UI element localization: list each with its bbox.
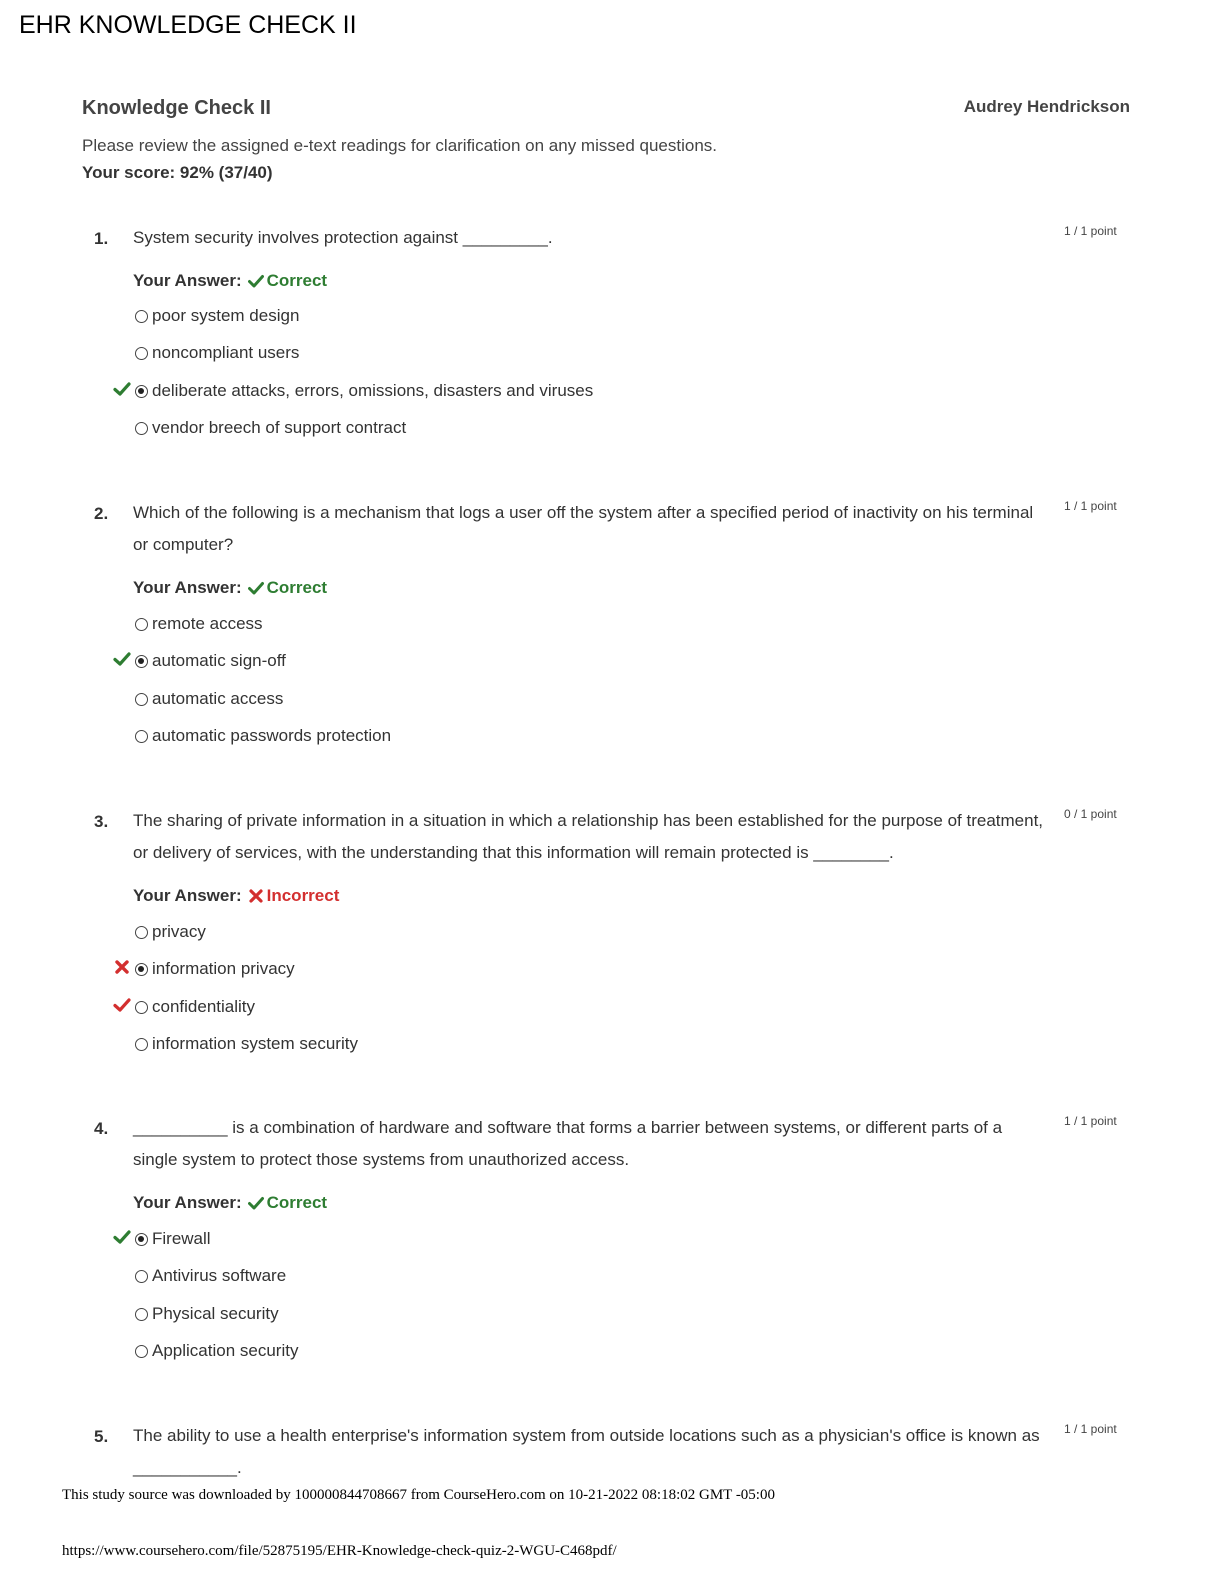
question-text: Which of the following is a mechanism that logs a user off the system after a specified period of inactivity on his terminal or computer?: [133, 503, 1034, 554]
radio-button-selected[interactable]: [135, 963, 148, 976]
option-label: remote access: [152, 614, 263, 633]
answer-verdict: Incorrect: [266, 886, 340, 905]
green-check-icon: [113, 380, 131, 398]
document-title: EHR KNOWLEDGE CHECK II: [19, 11, 357, 39]
option-label: noncompliant users: [152, 343, 300, 362]
source-url[interactable]: https://www.coursehero.com/file/52875195/EHR-Knowledge-check-quiz-2-WGU-C468pdf/: [62, 1543, 617, 1559]
green-check-icon: [248, 273, 264, 289]
your-answer-label: Your Answer:: [133, 886, 242, 905]
green-check-icon: [248, 580, 264, 596]
question-text: __________ is a combination of hardware and software that forms a barrier between systems, or different parts of a single system to protect those systems from unauthorized access.: [133, 1118, 1003, 1169]
option-label: Application security: [152, 1341, 299, 1360]
answer-option[interactable]: [135, 417, 406, 439]
question-points: 1 / 1 point: [1064, 1114, 1117, 1128]
answer-option[interactable]: [135, 1033, 358, 1055]
radio-button[interactable]: [135, 1270, 148, 1283]
quiz-title: Knowledge Check II: [82, 97, 271, 119]
your-answer-row: [133, 1193, 327, 1213]
your-answer-row: [133, 271, 327, 291]
question-points: 1 / 1 point: [1064, 224, 1117, 238]
answer-option[interactable]: [135, 305, 299, 327]
question-text: The ability to use a health enterprise's information system from outside locations such as a physician's office is known as ___________.: [133, 1426, 1040, 1477]
answer-option[interactable]: [135, 342, 299, 364]
option-label: poor system design: [152, 306, 300, 325]
radio-button[interactable]: [135, 347, 148, 360]
instructions-text: Please review the assigned e-text readings for clarification on any missed questions.: [82, 136, 718, 155]
question-number: 1.: [94, 229, 109, 248]
answer-option[interactable]: [135, 996, 255, 1018]
question-points: 1 / 1 point: [1064, 1422, 1117, 1436]
answer-verdict: Correct: [266, 271, 328, 290]
option-label: privacy: [152, 922, 206, 941]
red-x-icon: [113, 958, 131, 976]
answer-option[interactable]: [135, 688, 283, 710]
student-name: Audrey Hendrickson: [963, 97, 1130, 116]
green-check-icon: [113, 650, 131, 668]
answer-option[interactable]: [135, 921, 206, 943]
question-text: System security involves protection against _________.: [133, 228, 553, 247]
answer-verdict: Correct: [266, 578, 328, 597]
your-answer-label: Your Answer:: [133, 578, 242, 597]
answer-option[interactable]: [135, 1340, 298, 1362]
answer-option[interactable]: [135, 613, 263, 635]
radio-button[interactable]: [135, 310, 148, 323]
answer-option[interactable]: [135, 1265, 286, 1287]
score-summary: Your score: 92% (37/40): [82, 163, 273, 182]
radio-button[interactable]: [135, 422, 148, 435]
question-number: 3.: [94, 812, 109, 831]
question-points: 1 / 1 point: [1064, 499, 1117, 513]
radio-button-selected[interactable]: [135, 385, 148, 398]
option-label: information system security: [152, 1034, 358, 1053]
question-number: 2.: [94, 504, 109, 523]
question-text: The sharing of private information in a situation in which a relationship has been established for the purpose of treatment, or delivery of services, with the understanding that this information will remain protected is ________.: [133, 811, 1044, 862]
your-answer-label: Your Answer:: [133, 1193, 242, 1212]
option-label: information privacy: [152, 959, 295, 978]
radio-button[interactable]: [135, 926, 148, 939]
option-label: Antivirus software: [152, 1266, 287, 1285]
option-label: automatic sign-off: [152, 651, 286, 670]
green-check-icon: [113, 1228, 131, 1246]
answer-option[interactable]: [135, 650, 286, 672]
question-points: 0 / 1 point: [1064, 807, 1117, 821]
answer-option[interactable]: [135, 725, 391, 747]
radio-button[interactable]: [135, 1345, 148, 1358]
radio-button[interactable]: [135, 1308, 148, 1321]
radio-button[interactable]: [135, 1001, 148, 1014]
answer-option[interactable]: [135, 380, 593, 402]
option-label: vendor breech of support contract: [152, 418, 407, 437]
your-answer-row: [133, 578, 327, 598]
radio-button[interactable]: [135, 730, 148, 743]
answer-verdict: Correct: [266, 1193, 328, 1212]
option-label: automatic access: [152, 689, 284, 708]
radio-button-selected[interactable]: [135, 655, 148, 668]
option-label: confidentiality: [152, 997, 256, 1016]
option-label: deliberate attacks, errors, omissions, disasters and viruses: [152, 381, 594, 400]
question-number: 5.: [94, 1427, 109, 1446]
answer-option[interactable]: [135, 958, 295, 980]
question-number: 4.: [94, 1119, 109, 1138]
red-check-icon: [113, 996, 131, 1014]
radio-button[interactable]: [135, 693, 148, 706]
radio-button-selected[interactable]: [135, 1233, 148, 1246]
answer-option[interactable]: [135, 1228, 211, 1250]
radio-button[interactable]: [135, 618, 148, 631]
radio-button[interactable]: [135, 1038, 148, 1051]
green-check-icon: [248, 1195, 264, 1211]
option-label: Physical security: [152, 1304, 279, 1323]
option-label: automatic passwords protection: [152, 726, 392, 745]
red-x-icon: [248, 888, 264, 904]
option-label: Firewall: [152, 1229, 211, 1248]
your-answer-label: Your Answer:: [133, 271, 242, 290]
answer-option[interactable]: [135, 1303, 279, 1325]
download-source-note: This study source was downloaded by 100000844708667 from CourseHero.com on 10-21-2022 08:18:02 GMT -05:00: [62, 1487, 775, 1503]
your-answer-row: [133, 886, 339, 906]
